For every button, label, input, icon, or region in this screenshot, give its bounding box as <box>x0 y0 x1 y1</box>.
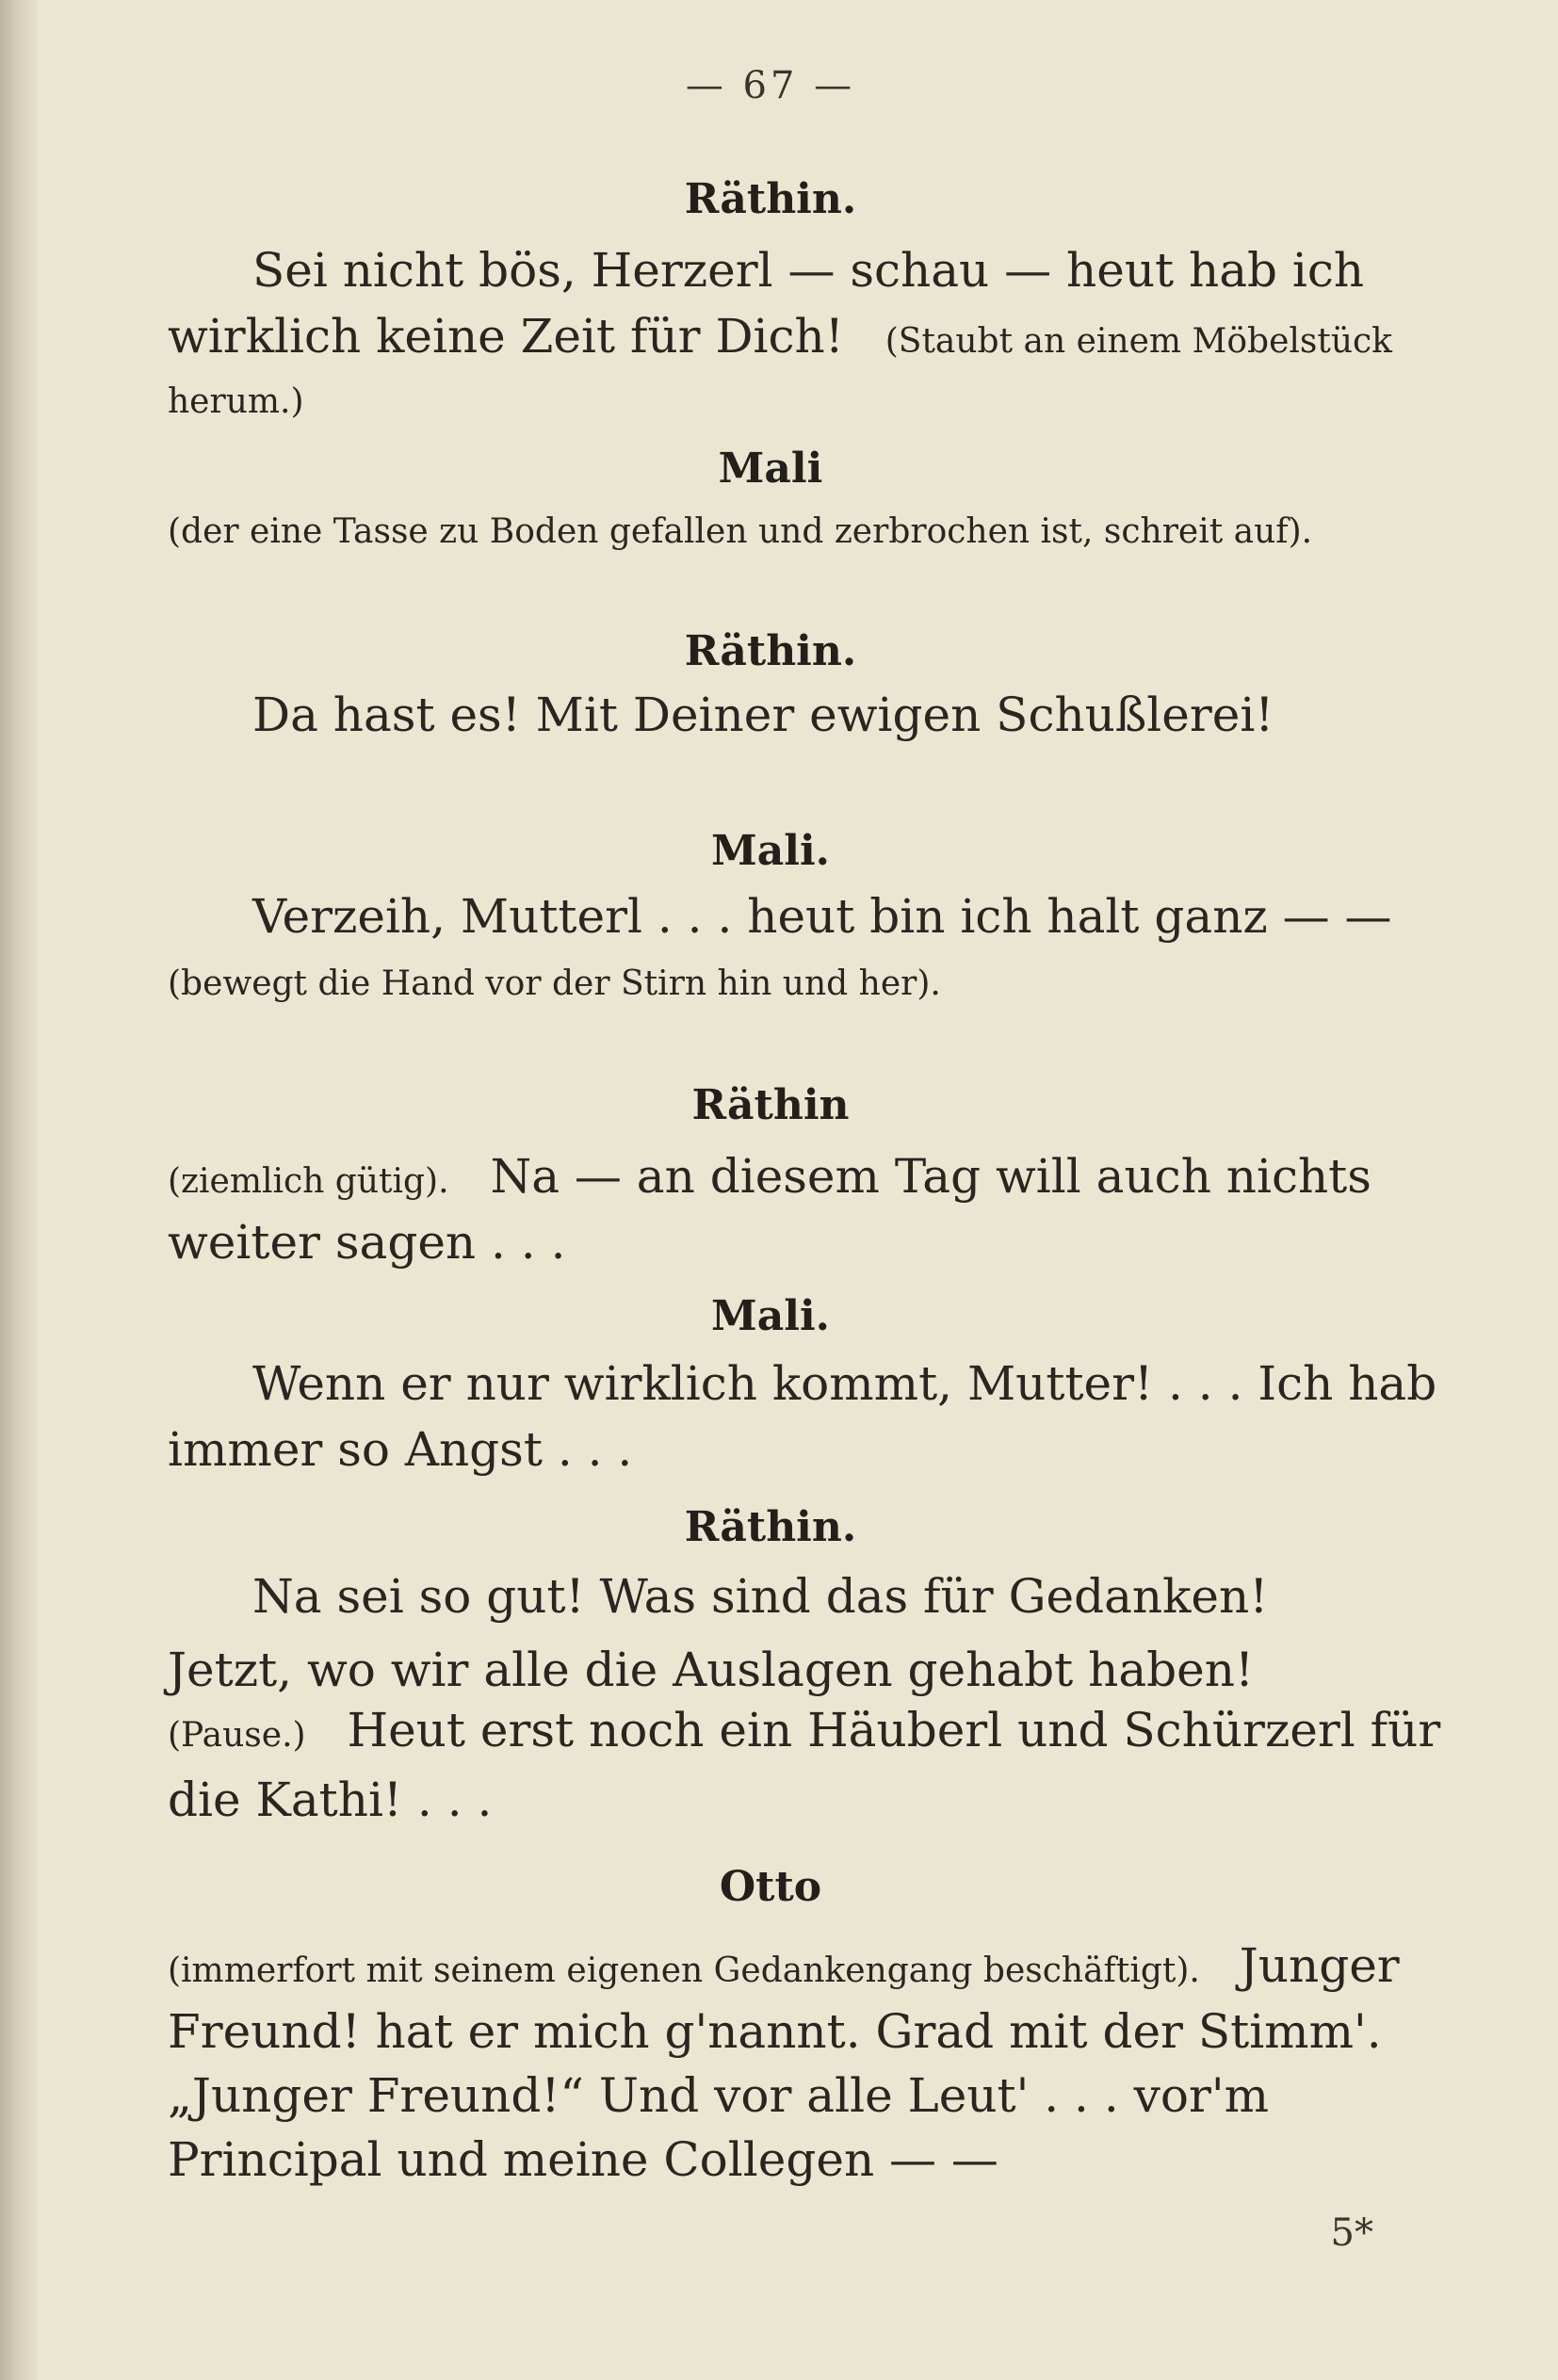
dialogue-line: immer so Angst . . . <box>168 1422 633 1477</box>
dialogue-line: Principal und meine Collegen — — <box>168 2132 998 2187</box>
speaker-name: Mali. <box>711 1292 830 1340</box>
page-number: — 67 — <box>685 64 856 107</box>
dialogue-line: Sei nicht bös, Herzerl — schau — heut hab ich <box>252 243 1365 298</box>
dialogue-line: Verzeih, Mutterl . . . heut bin ich halt ganz — — <box>252 889 1392 944</box>
stage-direction: (immerfort mit seinem eigenen Gedankengang beschäftigt). <box>168 1951 1200 1990</box>
stage-direction: (bewegt die Hand vor der Stirn hin und her). <box>168 964 941 1003</box>
dialogue-line: (immerfort mit seinem eigenen Gedankengang beschäftigt). Junger <box>168 1938 1400 1993</box>
dialogue-line: (Pause.) Heut erst noch ein Häuberl und Schürzerl für <box>168 1703 1441 1757</box>
dialogue-line: (ziemlich gütig). Na — an diesem Tag will auch nichts <box>168 1149 1371 1204</box>
dialogue-line: Na sei so gut! Was sind das für Gedanken! <box>252 1569 1269 1624</box>
dialogue-line: Wenn er nur wirklich kommt, Mutter! . . . Ich hab <box>252 1356 1437 1411</box>
dialogue-line: weiter sagen . . . <box>168 1215 566 1270</box>
dialogue-line: „Junger Freund!“ Und vor alle Leut' . . . vor'm <box>168 2068 1270 2123</box>
dialogue-line: Jetzt, wo wir alle die Auslagen gehabt haben! <box>168 1643 1255 1697</box>
stage-direction: (ziemlich gütig). <box>168 1162 449 1201</box>
speaker-name: Mali <box>718 445 823 493</box>
dialogue-line: Freund! hat er mich g'nannt. Grad mit der Stimm'. <box>168 2004 1382 2059</box>
dialogue-line: Da hast es! Mit Deiner ewigen Schußlerei! <box>252 688 1274 742</box>
stage-direction: (der eine Tasse zu Boden gefallen und zerbrochen ist, schreit auf). <box>168 512 1313 551</box>
speaker-name: Otto <box>719 1863 822 1911</box>
stage-direction: herum.) <box>168 382 304 421</box>
dialogue-line: wirklich keine Zeit für Dich! (Staubt an einem Möbelstück <box>168 309 1392 364</box>
speaker-name: Räthin. <box>684 175 857 223</box>
speaker-name: Räthin <box>691 1081 850 1129</box>
stage-direction: (Staubt an einem Möbelstück <box>884 322 1392 361</box>
book-page <box>168 0 1441 2380</box>
speaker-name: Räthin. <box>684 1503 857 1551</box>
stage-direction: (Pause.) <box>168 1716 306 1755</box>
speaker-name: Mali. <box>711 827 830 875</box>
signature-mark: 5* <box>1330 2211 1373 2255</box>
book-spine-shadow <box>0 0 38 2380</box>
speaker-name: Räthin. <box>684 627 857 675</box>
dialogue-line: die Kathi! . . . <box>168 1773 493 1827</box>
